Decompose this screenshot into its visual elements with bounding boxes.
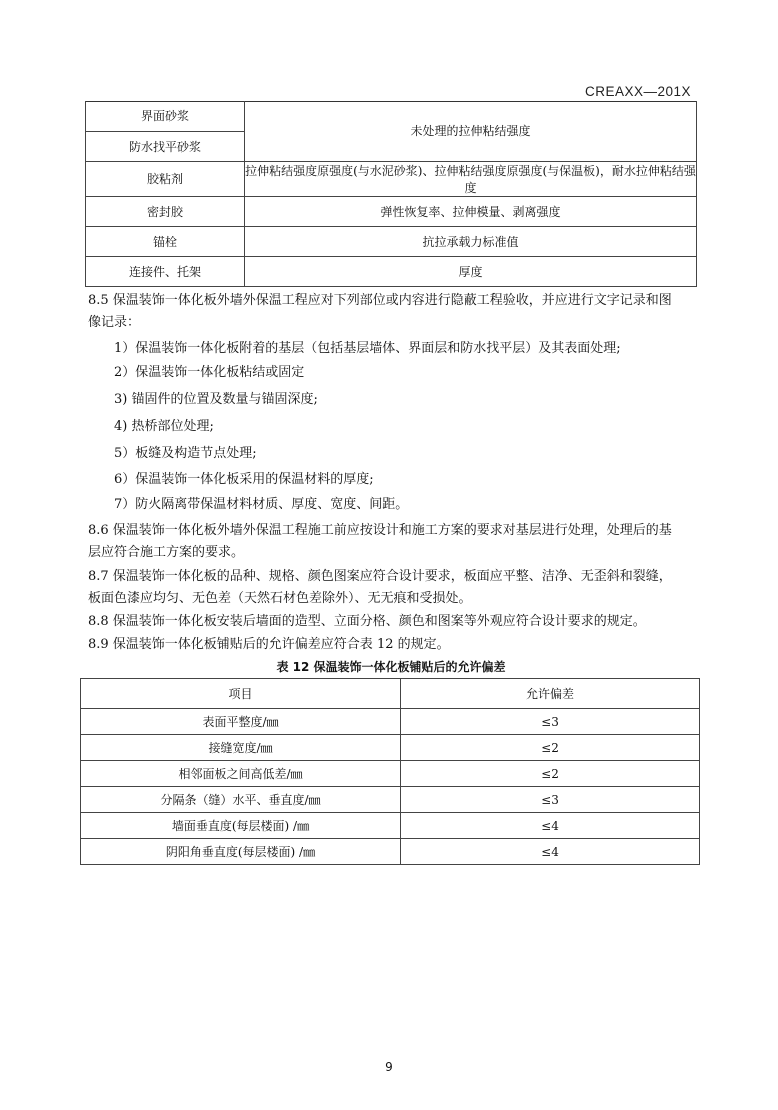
test-item-cell: 弹性恢复率、拉伸模量、剥离强度 [245,196,697,226]
item-cell: 表面平整度/㎜ [81,709,401,735]
test-item-cell: 拉伸粘结强度原强度(与水泥砂浆)、拉伸粘结强度原强度(与保温板)，耐水拉伸粘结强度 [245,161,697,196]
material-name-cell: 锚栓 [86,226,245,256]
table-row [81,813,700,839]
test-item-cell: 厚度 [245,256,697,286]
document-code: CREAXX—201X [584,84,691,99]
section-8-9-line1: 8.9 保温装饰一体化板铺贴后的允许偏差应符合表 12 的规定。 [88,637,450,652]
material-name-cell: 密封胶 [86,196,245,226]
test-items-table [85,101,697,287]
column-header-deviation: 允许偏差 [401,679,700,709]
item-cell: 分隔条（缝）水平、垂直度/㎜ [81,787,401,813]
deviation-cell: ≤4 [401,813,700,839]
deviation-cell: ≤2 [401,735,700,761]
section-8-7-line2: 板面色漆应均匀、无色差（天然石材色差除外）、无无痕和受损处。 [88,591,472,606]
table-row [86,161,697,196]
table-header-row [81,679,700,709]
material-name-cell: 防水找平砂浆 [86,131,245,161]
material-name-cell: 连接件、托架 [86,256,245,286]
column-header-item: 项目 [81,679,401,709]
table-row [86,196,697,226]
deviation-cell: ≤2 [401,761,700,787]
table-row [81,761,700,787]
allowable-deviation-table [80,678,700,865]
section-8-5-line2: 像记录： [88,315,141,330]
list-item: 1）保温装饰一体化板附着的基层（包括基层墙体、界面层和防水找平层）及其表面处理; [114,341,621,356]
item-cell: 阴阳角垂直度(每层楼面) /㎜ [81,839,401,865]
page-number: 9 [385,1060,393,1074]
section-8-6-line2: 层应符合施工方案的要求。 [88,545,245,560]
table-row [81,787,700,813]
table-row [81,839,700,865]
section-8-6-line1: 8.6 保温装饰一体化板外墙外保温工程施工前应按设计和施工方案的要求对基层进行处理，处理后的基 [88,523,672,538]
item-cell: 墙面垂直度(每层楼面) /㎜ [81,813,401,839]
table-caption: 表 12 保温装饰一体化板铺贴后的允许偏差 [276,660,506,674]
list-item: 5）板缝及构造节点处理; [114,446,257,461]
table-row [86,256,697,286]
deviation-cell: ≤4 [401,839,700,865]
material-name-cell: 界面砂浆 [86,101,245,131]
deviation-cell: ≤3 [401,709,700,735]
table-row [86,226,697,256]
item-cell: 相邻面板之间高低差/㎜ [81,761,401,787]
test-item-cell: 抗拉承载力标准值 [245,226,697,256]
test-item-cell: 未处理的拉伸粘结强度 [245,101,697,161]
material-name-cell: 胶粘剂 [86,161,245,196]
table-row [81,735,700,761]
item-cell: 接缝宽度/㎜ [81,735,401,761]
list-item: 7）防火隔离带保温材料材质、厚度、宽度、间距。 [114,497,409,512]
section-8-5-line1: 8.5 保温装饰一体化板外墙外保温工程应对下列部位或内容进行隐蔽工程验收，并应进行文字记录和图 [88,293,672,308]
table-row [81,709,700,735]
list-item: 4) 热桥部位处理; [114,419,214,434]
list-item: 3) 锚固件的位置及数量与锚固深度; [114,392,318,407]
section-8-7-line1: 8.7 保温装饰一体化板的品种、规格、颜色图案应符合设计要求，板面应平整、洁净、无歪斜和裂缝， [88,569,672,584]
list-item: 2）保温装饰一体化板粘结或固定 [114,365,305,380]
section-8-8-line1: 8.8 保温装饰一体化板安装后墙面的造型、立面分格、颜色和图案等外观应符合设计要求的规定。 [88,614,646,629]
table-row [86,101,697,131]
deviation-cell: ≤3 [401,787,700,813]
list-item: 6）保温装饰一体化板采用的保温材料的厚度; [114,472,374,487]
